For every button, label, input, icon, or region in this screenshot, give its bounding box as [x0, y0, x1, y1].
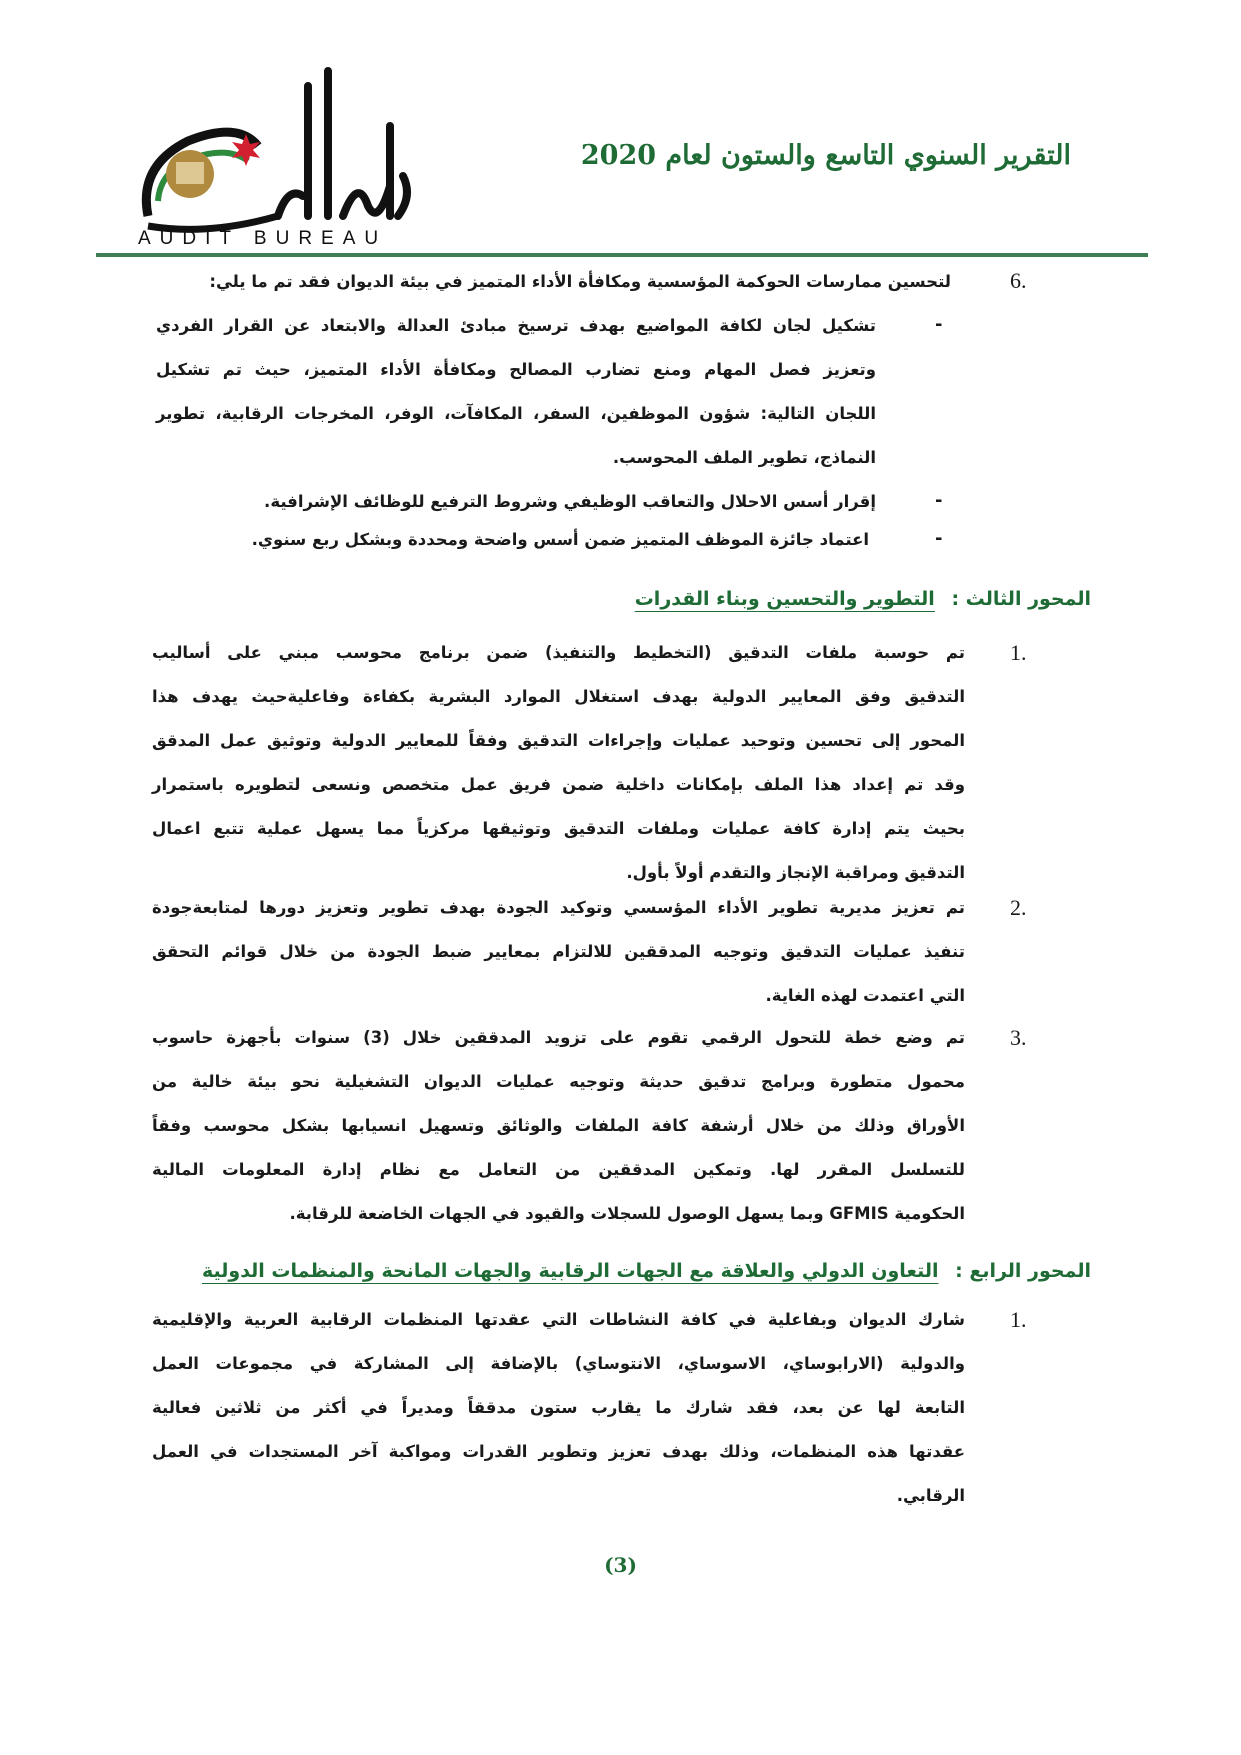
- item-number: 6.: [1010, 268, 1027, 293]
- text-line: الرقابي.: [896, 1486, 965, 1505]
- section3-item-3: [152, 1016, 965, 1236]
- text-line: الحكومية GFMIS وبما يسهل الوصول للسجلات والقيود في الجهات الخاضعة للرقابة.: [289, 1204, 965, 1223]
- text-line: لتحسين ممارسات الحوكمة المؤسسية ومكافأة الأداء المتميز في بيئة الديوان فقد تم ما يلي:: [209, 272, 951, 291]
- text-line: للتسلسل المقرر لها. وتمكين المدققين من التعامل مع نظام إدارة المعلومات المالية: [152, 1160, 965, 1179]
- text-line: إقرار أسس الاحلال والتعاقب الوظيفي وشروط الترفيع للوظائف الإشرافية.: [264, 492, 876, 511]
- text-line: النماذج، تطوير الملف المحوسب.: [612, 448, 876, 467]
- item-number: 3.: [1010, 1025, 1027, 1050]
- text-line: شارك الديوان وبفاعلية في كافة النشاطات التي عقدتها المنظمات الرقابية العربية والإقليمية: [152, 1310, 965, 1329]
- item-number: 2.: [1010, 895, 1027, 920]
- text-line: تنفيذ عمليات التدقيق وتوجيه المدققين للالتزام بمعايير ضبط الجودة من خلال قوائم التحقق: [152, 942, 965, 961]
- logo-text: AUDIT BUREAU: [138, 228, 388, 249]
- item6-bullet-1: [156, 304, 876, 480]
- section-heading-4: [202, 1260, 1091, 1282]
- item-number: 1.: [1010, 640, 1027, 665]
- text-line: والدولية (الارابوساي، الاسوساي، الانتوساي) بالإضافة إلى المشاركة في مجموعات العمل: [152, 1354, 965, 1373]
- text-line: وتعزيز فصل المهام ومنع تضارب المصالح ومكافأة الأداء المتميز، حيث تم تشكيل: [156, 360, 876, 379]
- text-line: التي اعتمدت لهذه الغاية.: [765, 986, 965, 1005]
- text-line: اعتماد جائزة الموظف المتميز ضمن أسس واضحة ومحددة وبشكل ربع سنوي.: [251, 530, 869, 549]
- text-line: التابعة لها عن بعد، فقد شارك ما يقارب ستون مدققاً ومديراً في أكثر من ثلاثين فعالية: [152, 1398, 965, 1417]
- header-divider: [96, 253, 1148, 257]
- text-line: اللجان التالية: شؤون الموظفين، السفر، المكافآت، الوفر، المخرجات الرقابية، تطوير: [156, 404, 876, 423]
- text-line: محمول متطورة وبرامج تدقيق حديثة وتوجيه عمليات الديوان التشغيلية نحو بيئة خالية من: [152, 1072, 965, 1091]
- item-number: 1.: [1010, 1307, 1027, 1332]
- text-line: وقد تم إعداد هذا الملف بإمكانات داخلية ضمن فريق عمل متخصص ونسعى لتطويره باستمرار: [152, 775, 965, 794]
- item6-intro: [209, 260, 951, 304]
- section-title: التعاون الدولي والعلاقة مع الجهات الرقابية والجهات المانحة والمنظمات الدولية: [201, 1260, 939, 1282]
- section4-item-1: [152, 1298, 965, 1518]
- text-line: بحيث يتم إدارة كافة عمليات وملفات التدقيق وتوثيقها مركزياً مما يسهل عملية تتبع اعمال: [152, 819, 965, 838]
- report-title: التقرير السنوي التاسع والستون لعام 2020: [580, 140, 1071, 171]
- text-line: تشكيل لجان لكافة المواضيع بهدف ترسيخ مبادئ العدالة والابتعاد عن القرار الفردي: [156, 316, 876, 335]
- text-line: تم وضع خطة للتحول الرقمي تقوم على تزويد المدققين خلال (3) سنوات بأجهزة حاسوب: [152, 1028, 965, 1047]
- bullet-dash: -: [935, 490, 943, 511]
- text-line: تم تعزيز مديرية تطوير الأداء المؤسسي وتوكيد الجودة بهدف تطوير وتعزيز دورها لمتابعةجودة: [152, 898, 965, 917]
- section-label: المحور الرابع :: [955, 1260, 1091, 1282]
- text-line: التدقيق وفق المعايير الدولية بهدف استغلال الموارد البشرية بكفاءة وفاعليةحيث يهدف هذا: [152, 687, 965, 706]
- section-title: التطوير والتحسين وبناء القدرات: [634, 588, 935, 610]
- page-number: (3): [604, 1553, 637, 1577]
- text-line: الأوراق وذلك من خلال أرشفة كافة الملفات والوثائق وتسهيل انسيابها بشكل محوسب وفقاً: [152, 1116, 965, 1135]
- text-line: المحور إلى تحسين وتوحيد عمليات وإجراءات التدقيق وفقاً للمعايير الدولية وتوثيق عمل المدقق: [152, 731, 965, 750]
- section3-item-2: [152, 886, 965, 1018]
- text-line: عقدتها هذه المنظمات، وذلك بهدف تعزيز وتطوير القدرات ومواكبة آخر المستجدات في العمل: [152, 1442, 965, 1461]
- text-line: التدقيق ومراقبة الإنجاز والتقدم أولاً بأول.: [626, 863, 965, 882]
- bullet-dash: -: [935, 314, 943, 335]
- section-heading-3: [635, 588, 1091, 610]
- text-line: تم حوسبة ملفات التدقيق (التخطيط والتنفيذ) ضمن برنامج محوسب مبني على أساليب: [152, 643, 965, 662]
- bullet-dash: -: [935, 528, 943, 549]
- section-label: المحور الثالث :: [951, 588, 1091, 610]
- section3-item-1: [152, 631, 965, 895]
- item6-bullet-3: [252, 518, 869, 562]
